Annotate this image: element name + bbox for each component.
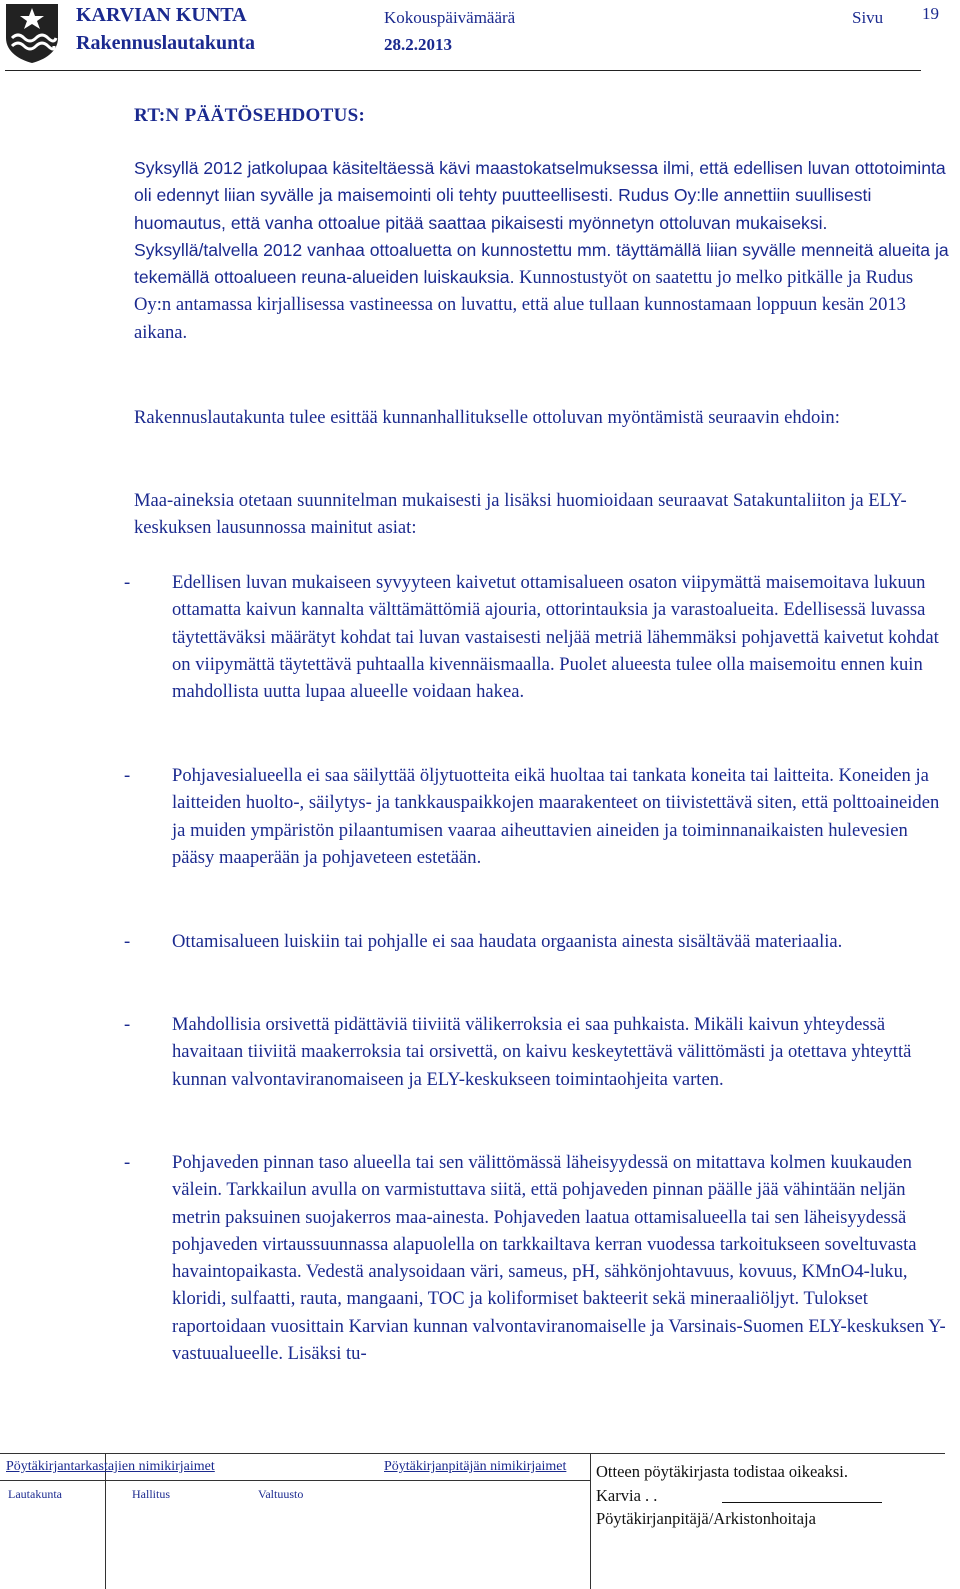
bullet-dash: - [124,572,131,593]
condition-text: Ottamisalueen luiskiin tai pohjalle ei saa haudata orgaanista ainesta sisältävää materiaalia. [172,931,843,952]
condition-text: Mahdollisia orsivettä pidättäviä tiiviitä välikerroksia ei saa puhkaista. Mikäli kaivun yhteydessä havaitaan tiiviitä maakerroksia tai orsivettä, on kaivu keskeytettävä välittömästi ja otettava yhteyttä kunnan valvontaviranomaiseen ja ELY-keskukseen toimintaohjeita varten. [172,1014,912,1090]
proposal-paragraph-1 [134,155,954,346]
paragraph-1-part-1: Syksyllä 2012 jatkolupaa käsiteltäessä kävi maastokatselmuksessa ilmi, että edellisen luvan ottotoiminta oli edennyt liian syvälle ja maisemointi oli tehty puutteellisesti. Rudus Oy:lle annettiin suullisesti huomautus, että vanha ottoalue pitää saattaa pikaisesti myönnetyn ottoluvan mukaiseksi. Syksyllä/talvella 2012 vanhaa ottoaluetta on kunnostettu mm. täyttämällä liian syvälle menneitä alueita ja tekemällä ottoalueen reuna-alueiden luiskauksia. [134,158,949,288]
proposal-paragraph-3: Maa-aineksia otetaan suunnitelman mukaisesti ja lisäksi huomioidaan seuraavat Satakuntaliiton ja ELY- keskuksen lausunnossa mainitut asiat: [134,490,907,539]
condition-item [124,928,946,955]
condition-item [124,1149,946,1367]
board-label-valtuusto: Valtuusto [258,1487,304,1501]
municipality-crest [4,2,60,64]
signer-title: Pöytäkirjanpitäjä/Arkistonhoitaja [596,1509,816,1528]
proposal-heading: RT:N PÄÄTÖSEHDOTUS: [134,105,366,126]
proposal-paragraph-2: Rakennuslautakunta tulee esittää kunnanhallitukselle ottoluvan myöntämistä seuraavin ehdoin: [134,407,840,428]
bullet-dash: - [124,1152,131,1173]
footer-divider [0,1453,945,1454]
condition-text: Edellisen luvan mukaiseen syvyyteen kaivetut ottamisalueen osaton viipymättä maisemoitava lukuun ottamatta kaivun kannalta välttämättömiä ajouria, ottorintauksia ja varastoalueita. Edellisessä luvassa täytettäväksi määrätyt kohdat tai luvan vastaisesti neljää metriä lähemmäksi pohjavettä kaivetut kohdat on viipymättä täytettävä puhtaalla kivennäismaalla. Puolet alueesta tulee olla maisemoitu ennen kuin mahdollista uutta lupaa alueelle voidaan hakea. [172,572,939,703]
board-label-lautakunta: Lautakunta [8,1487,62,1501]
bullet-dash: - [124,1014,131,1035]
condition-item [124,1011,946,1093]
paragraph-1-part-2: Kunnostustyöt on saatettu jo melko pitkälle ja Rudus Oy:n antamassa kirjallisessa vastineessa on luvattu, että alue tullaan kunnostamaan loppuun kesän 2013 aikana. [134,267,914,343]
meeting-date: 28.2.2013 [384,35,452,54]
condition-item [124,762,946,871]
bullet-dash: - [124,931,131,952]
page-number: 19 [922,4,939,23]
signature-line [722,1502,882,1503]
keeper-initials-label: Pöytäkirjanpitäjän nimikirjaimet [384,1459,567,1474]
department-name: Rakennuslautakunta [76,32,255,54]
board-label-hallitus: Hallitus [132,1487,170,1501]
footer-row-line [0,1480,590,1481]
header-divider [5,70,921,71]
footer-column-line [590,1453,591,1589]
certification-line: Otteen pöytäkirjasta todistaa oikeaksi. [596,1462,849,1481]
page-label: Sivu [852,8,884,27]
place-date-line: Karvia . . [596,1486,658,1505]
inspectors-initials-label: Pöytäkirjantarkastajien nimikirjaimet [6,1459,215,1474]
crest-icon [4,2,60,64]
bullet-dash: - [124,765,131,786]
condition-text: Pohjaveden pinnan taso alueella tai sen välittömässä läheisyydessä on mitattava kolmen kuukauden välein. Tarkkailun avulla on varmistuttava siitä, että pohjaveden pinnan päälle jää vähintään neljän metrin paksuinen suojakerros maa-ainesta. Pohjaveden laatua ottamisalueella tai sen läheisyydessä pohjaveden virtaussuunnassa alapuolella on tarkkailtava kerran vuodessa tarkoitukseen soveltuvasta havaintopaikasta. Vedestä analysoidaan väri, sameus, pH, sähkönjohtavuus, kovuus, KMnO4-luku, kloridi, sulfaatti, rauta, mangaani, TOC ja koliformiset bakteerit sekä mineraaliöljyt. Tulokset raportoidaan vuosittain Karvian kunnan valvontaviranomaiselle ja Varsinais-Suomen ELY-keskuksen Y-vastuualueelle. Lisäksi tu- [172,1152,946,1365]
condition-text: Pohjavesialueella ei saa säilyttää öljytuotteita eikä huoltaa tai tankata koneita tai laitteita. Koneiden ja laitteiden huolto-, säilytys- ja tankkauspaikkojen maarakenteet on tiivistettävä siten, että polttoaineiden ja muiden ympäristön pilaantumisen vaaraa aiheuttavien aineiden ja toiminnanaikaisten hulevesien pääsy maaperään ja pohjaveteen estetään. [172,765,940,868]
meeting-date-label: Kokouspäivämäärä [384,8,516,27]
org-name: KARVIAN KUNTA [76,4,247,26]
condition-item [124,569,946,705]
